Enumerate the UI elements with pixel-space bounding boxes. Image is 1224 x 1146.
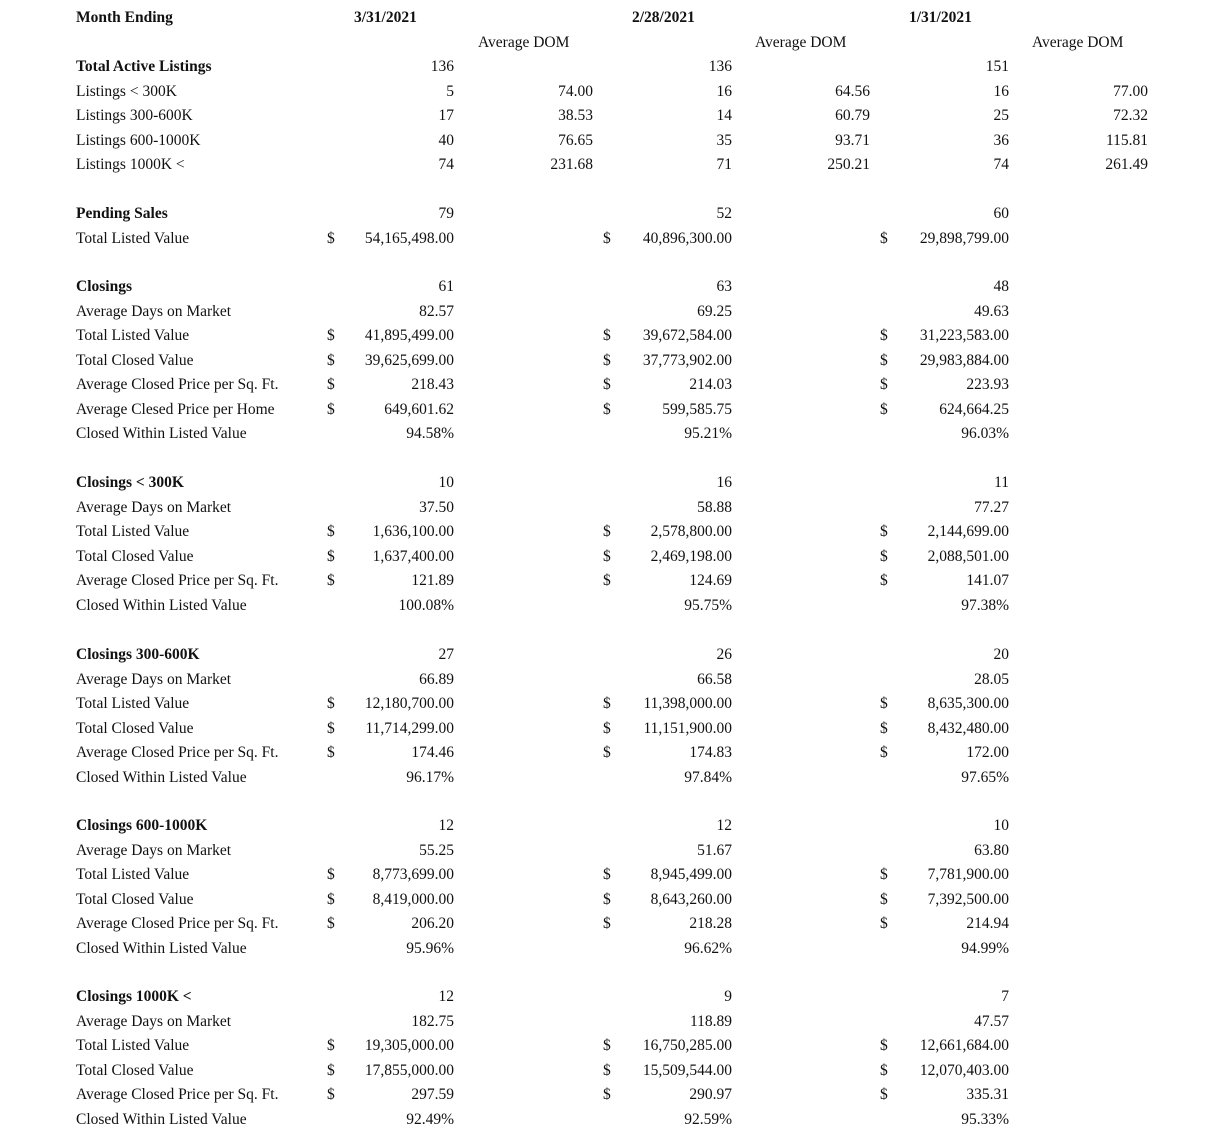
dollar-sign: $	[327, 744, 335, 761]
value-col-1: 95.96%	[406, 940, 454, 957]
metric-row	[0, 520, 1224, 544]
value-col-3: 2,088,501.00	[927, 548, 1009, 565]
dollar-sign: $	[880, 376, 888, 393]
section-title: Total Active Listings	[76, 58, 212, 75]
metric-row	[0, 349, 1224, 373]
dollar-sign: $	[327, 720, 335, 737]
value-col-1: 649,601.62	[384, 401, 454, 418]
value-col-1: 12	[438, 817, 454, 834]
dollar-sign: $	[880, 695, 888, 712]
dollar-sign: $	[880, 1037, 888, 1054]
dollar-sign: $	[603, 1037, 611, 1054]
metric-row	[0, 888, 1224, 912]
value-col-1: 92.49%	[406, 1111, 454, 1128]
metric-row	[0, 545, 1224, 569]
row-label: Average Clesed Price per Home	[76, 401, 275, 418]
section-title: Closings	[76, 278, 132, 295]
closings-section-title-row	[0, 985, 1224, 1009]
value-col-1: 11,714,299.00	[365, 720, 454, 737]
dollar-sign: $	[603, 548, 611, 565]
value-col-2: 63	[716, 278, 732, 295]
row-label: Average Days on Market	[76, 303, 232, 320]
value-col-2: 9	[724, 988, 732, 1005]
dollar-sign: $	[327, 230, 335, 247]
value-col-2: 14	[716, 107, 732, 124]
value-col-3: 12,661,684.00	[919, 1037, 1009, 1054]
dollar-sign: $	[327, 891, 335, 908]
metric-row	[0, 1010, 1224, 1034]
month-ending-label: Month Ending	[76, 9, 173, 26]
metric-row	[0, 1083, 1224, 1107]
row-label: Total Closed Value	[76, 548, 194, 565]
value-col-3: 29,898,799.00	[919, 230, 1009, 247]
row-label: Listings < 300K	[76, 83, 177, 100]
value-col-1: 121.89	[411, 572, 454, 589]
value-col-1: 182.75	[411, 1013, 454, 1030]
dollar-sign: $	[327, 327, 335, 344]
section-title: Closings 300-600K	[76, 646, 200, 663]
dollar-sign: $	[327, 915, 335, 932]
value-col-1: 55.25	[419, 842, 454, 859]
metric-row	[0, 668, 1224, 692]
metric-row	[0, 300, 1224, 324]
dollar-sign: $	[603, 523, 611, 540]
value-col-3: 20	[993, 646, 1009, 663]
value-col-3: 60	[993, 205, 1009, 222]
dollar-sign: $	[327, 523, 335, 540]
dom-col-2: 60.79	[835, 107, 870, 124]
row-label: Total Listed Value	[76, 1037, 190, 1054]
value-col-2: 37,773,902.00	[642, 352, 732, 369]
value-col-1: 136	[430, 58, 454, 75]
dollar-sign: $	[880, 523, 888, 540]
value-col-1: 17	[438, 107, 454, 124]
row-label: Average Closed Price per Sq. Ft.	[76, 1086, 279, 1103]
value-col-3: 95.33%	[961, 1111, 1009, 1128]
value-col-3: 223.93	[966, 376, 1009, 393]
value-col-1: 218.43	[411, 376, 454, 393]
row-label: Average Closed Price per Sq. Ft.	[76, 744, 279, 761]
value-col-3: 141.07	[966, 572, 1009, 589]
value-col-2: 35	[716, 132, 732, 149]
value-col-2: 290.97	[689, 1086, 732, 1103]
dollar-sign: $	[880, 915, 888, 932]
value-col-2: 52	[716, 205, 732, 222]
dollar-sign: $	[603, 915, 611, 932]
value-col-3: 7	[1001, 988, 1009, 1005]
value-col-1: 1,636,100.00	[372, 523, 454, 540]
value-col-3: 2,144,699.00	[927, 523, 1009, 540]
value-col-1: 19,305,000.00	[364, 1037, 454, 1054]
dollar-sign: $	[603, 376, 611, 393]
value-col-1: 54,165,498.00	[364, 230, 454, 247]
section-title: Closings < 300K	[76, 474, 184, 491]
listing-row	[0, 80, 1224, 104]
value-col-3: 97.38%	[961, 597, 1009, 614]
row-label: Average Days on Market	[76, 499, 232, 516]
value-col-2: 174.83	[689, 744, 732, 761]
metric-row	[0, 324, 1224, 348]
value-col-3: 47.57	[974, 1013, 1009, 1030]
dollar-sign: $	[603, 744, 611, 761]
value-col-3: 214.94	[966, 915, 1009, 932]
row-label: Total Closed Value	[76, 720, 194, 737]
value-col-3: 7,781,900.00	[927, 866, 1009, 883]
row-label: Closed Within Listed Value	[76, 425, 247, 442]
dollar-sign: $	[327, 548, 335, 565]
date-column-3: 1/31/2021	[909, 9, 972, 26]
active-listings-title-row	[0, 55, 1224, 79]
value-col-1: 12,180,700.00	[364, 695, 454, 712]
value-col-3: 151	[985, 58, 1009, 75]
dom-col-1: 231.68	[550, 156, 593, 173]
dollar-sign: $	[603, 572, 611, 589]
value-col-2: 92.59%	[684, 1111, 732, 1128]
value-col-3: 36	[993, 132, 1009, 149]
value-col-2: 11,151,900.00	[643, 720, 732, 737]
row-label: Total Listed Value	[76, 327, 190, 344]
metric-row	[0, 937, 1224, 961]
row-label: Total Listed Value	[76, 523, 190, 540]
dollar-sign: $	[603, 230, 611, 247]
value-col-2: 2,469,198.00	[650, 548, 732, 565]
dollar-sign: $	[603, 866, 611, 883]
dom-col-3: 115.81	[1105, 132, 1148, 149]
value-col-3: 48	[993, 278, 1009, 295]
value-col-2: 218.28	[689, 915, 732, 932]
date-column-2: 2/28/2021	[632, 9, 695, 26]
value-col-3: 8,432,480.00	[927, 720, 1009, 737]
value-col-2: 11,398,000.00	[643, 695, 732, 712]
dollar-sign: $	[880, 1086, 888, 1103]
value-col-3: 10	[993, 817, 1009, 834]
metric-row	[0, 1108, 1224, 1132]
value-col-2: 214.03	[689, 376, 732, 393]
dollar-sign: $	[603, 891, 611, 908]
row-label: Total Listed Value	[76, 230, 190, 247]
value-col-1: 40	[438, 132, 454, 149]
dollar-sign: $	[880, 866, 888, 883]
value-col-3: 16	[993, 83, 1009, 100]
value-col-1: 8,419,000.00	[372, 891, 454, 908]
metric-row	[0, 766, 1224, 790]
metric-row	[0, 398, 1224, 422]
value-col-1: 61	[438, 278, 454, 295]
value-col-2: 118.89	[689, 1013, 732, 1030]
listing-row	[0, 104, 1224, 128]
average-dom-header-2: Average DOM	[755, 34, 847, 51]
dom-col-1: 76.65	[558, 132, 593, 149]
dom-col-2: 64.56	[835, 83, 870, 100]
value-col-3: 8,635,300.00	[927, 695, 1009, 712]
dollar-sign: $	[327, 1062, 335, 1079]
value-col-2: 97.84%	[684, 769, 732, 786]
metric-row	[0, 912, 1224, 936]
dollar-sign: $	[880, 891, 888, 908]
dollar-sign: $	[880, 352, 888, 369]
value-col-3: 97.65%	[961, 769, 1009, 786]
value-col-2: 95.21%	[684, 425, 732, 442]
dollar-sign: $	[603, 401, 611, 418]
value-col-1: 5	[446, 83, 454, 100]
average-dom-header-1: Average DOM	[478, 34, 570, 51]
closings-section-title-row	[0, 814, 1224, 838]
dollar-sign: $	[880, 548, 888, 565]
dollar-sign: $	[327, 401, 335, 418]
value-col-1: 79	[438, 205, 454, 222]
row-label: Total Listed Value	[76, 866, 190, 883]
value-col-2: 96.62%	[684, 940, 732, 957]
dollar-sign: $	[603, 720, 611, 737]
date-column-1: 3/31/2021	[354, 9, 417, 26]
value-col-1: 12	[438, 988, 454, 1005]
row-label: Average Days on Market	[76, 842, 232, 859]
value-col-2: 124.69	[689, 572, 732, 589]
row-label: Average Days on Market	[76, 671, 232, 688]
value-col-1: 74	[438, 156, 454, 173]
value-col-3: 96.03%	[961, 425, 1009, 442]
row-label: Total Closed Value	[76, 1062, 194, 1079]
value-col-2: 8,945,499.00	[650, 866, 732, 883]
row-label: Listings 1000K <	[76, 156, 185, 173]
value-col-1: 8,773,699.00	[372, 866, 454, 883]
dom-col-2: 250.21	[827, 156, 870, 173]
section-title: Closings 600-1000K	[76, 817, 208, 834]
row-label: Closed Within Listed Value	[76, 1111, 247, 1128]
value-col-1: 82.57	[419, 303, 454, 320]
value-col-3: 11	[994, 474, 1009, 491]
header-row	[0, 6, 1224, 30]
value-col-2: 15,509,544.00	[642, 1062, 732, 1079]
value-col-3: 7,392,500.00	[927, 891, 1009, 908]
value-col-1: 1,637,400.00	[372, 548, 454, 565]
row-label: Total Listed Value	[76, 695, 190, 712]
row-label: Total Closed Value	[76, 352, 194, 369]
value-col-2: 16,750,285.00	[642, 1037, 732, 1054]
value-col-3: 49.63	[974, 303, 1009, 320]
dom-header-row	[0, 31, 1224, 55]
value-col-2: 39,672,584.00	[642, 327, 732, 344]
dollar-sign: $	[327, 695, 335, 712]
value-col-1: 96.17%	[406, 769, 454, 786]
value-col-1: 297.59	[411, 1086, 454, 1103]
row-label: Closed Within Listed Value	[76, 940, 247, 957]
row-label: Listings 600-1000K	[76, 132, 201, 149]
dollar-sign: $	[603, 695, 611, 712]
metric-row	[0, 422, 1224, 446]
row-label: Closed Within Listed Value	[76, 597, 247, 614]
value-col-3: 31,223,583.00	[919, 327, 1009, 344]
metric-row	[0, 496, 1224, 520]
value-col-2: 51.67	[697, 842, 732, 859]
dollar-sign: $	[880, 401, 888, 418]
pending-listed-value-row	[0, 227, 1224, 251]
dollar-sign: $	[880, 720, 888, 737]
dollar-sign: $	[603, 327, 611, 344]
value-col-1: 206.20	[411, 915, 454, 932]
value-col-3: 94.99%	[961, 940, 1009, 957]
dom-col-3: 77.00	[1113, 83, 1148, 100]
row-label: Average Closed Price per Sq. Ft.	[76, 572, 279, 589]
value-col-2: 16	[716, 83, 732, 100]
dollar-sign: $	[880, 230, 888, 247]
row-label: Closed Within Listed Value	[76, 769, 247, 786]
metric-row	[0, 741, 1224, 765]
value-col-2: 2,578,800.00	[650, 523, 732, 540]
dollar-sign: $	[327, 376, 335, 393]
value-col-3: 63.80	[974, 842, 1009, 859]
dom-col-3: 72.32	[1113, 107, 1148, 124]
row-label: Total Closed Value	[76, 891, 194, 908]
value-col-3: 28.05	[974, 671, 1009, 688]
value-col-2: 12	[716, 817, 732, 834]
value-col-3: 77.27	[974, 499, 1009, 516]
pending-sales-title-row	[0, 202, 1224, 226]
value-col-2: 95.75%	[684, 597, 732, 614]
dom-col-1: 74.00	[558, 83, 593, 100]
metric-row	[0, 373, 1224, 397]
value-col-3: 12,070,403.00	[919, 1062, 1009, 1079]
value-col-1: 17,855,000.00	[364, 1062, 454, 1079]
value-col-2: 69.25	[697, 303, 732, 320]
metric-row	[0, 863, 1224, 887]
value-col-2: 8,643,260.00	[650, 891, 732, 908]
metric-row	[0, 594, 1224, 618]
metric-row	[0, 717, 1224, 741]
value-col-3: 74	[993, 156, 1009, 173]
closings-section-title-row	[0, 471, 1224, 495]
dollar-sign: $	[880, 744, 888, 761]
row-label: Listings 300-600K	[76, 107, 193, 124]
value-col-1: 41,895,499.00	[364, 327, 454, 344]
value-col-3: 29,983,884.00	[919, 352, 1009, 369]
value-col-2: 599,585.75	[662, 401, 732, 418]
dom-col-3: 261.49	[1105, 156, 1148, 173]
metric-row	[0, 569, 1224, 593]
dollar-sign: $	[327, 352, 335, 369]
value-col-2: 136	[708, 58, 732, 75]
row-label: Average Closed Price per Sq. Ft.	[76, 376, 279, 393]
value-col-1: 10	[438, 474, 454, 491]
average-dom-header-3: Average DOM	[1032, 34, 1124, 51]
value-col-2: 66.58	[697, 671, 732, 688]
dollar-sign: $	[880, 1062, 888, 1079]
dollar-sign: $	[327, 572, 335, 589]
section-title: Pending Sales	[76, 205, 168, 222]
dollar-sign: $	[327, 866, 335, 883]
listing-row	[0, 153, 1224, 177]
value-col-3: 624,664.25	[939, 401, 1009, 418]
dollar-sign: $	[880, 327, 888, 344]
metric-row	[0, 1034, 1224, 1058]
dollar-sign: $	[327, 1086, 335, 1103]
value-col-1: 39,625,699.00	[364, 352, 454, 369]
value-col-2: 58.88	[697, 499, 732, 516]
closings-section-title-row	[0, 275, 1224, 299]
section-title: Closings 1000K <	[76, 988, 192, 1005]
value-col-1: 66.89	[419, 671, 454, 688]
closings-section-title-row	[0, 643, 1224, 667]
dollar-sign: $	[603, 1086, 611, 1103]
value-col-3: 25	[993, 107, 1009, 124]
value-col-3: 172.00	[966, 744, 1009, 761]
dollar-sign: $	[603, 1062, 611, 1079]
row-label: Average Days on Market	[76, 1013, 232, 1030]
dollar-sign: $	[880, 572, 888, 589]
value-col-2: 16	[716, 474, 732, 491]
value-col-1: 27	[438, 646, 454, 663]
metric-row	[0, 839, 1224, 863]
value-col-1: 174.46	[411, 744, 454, 761]
value-col-2: 40,896,300.00	[642, 230, 732, 247]
value-col-3: 335.31	[966, 1086, 1009, 1103]
value-col-2: 26	[716, 646, 732, 663]
value-col-1: 94.58%	[406, 425, 454, 442]
value-col-1: 37.50	[419, 499, 454, 516]
dollar-sign: $	[603, 352, 611, 369]
metric-row	[0, 692, 1224, 716]
dom-col-2: 93.71	[835, 132, 870, 149]
listing-row	[0, 129, 1224, 153]
value-col-2: 71	[716, 156, 732, 173]
metric-row	[0, 1059, 1224, 1083]
row-label: Average Closed Price per Sq. Ft.	[76, 915, 279, 932]
dollar-sign: $	[327, 1037, 335, 1054]
dom-col-1: 38.53	[558, 107, 593, 124]
value-col-1: 100.08%	[398, 597, 454, 614]
